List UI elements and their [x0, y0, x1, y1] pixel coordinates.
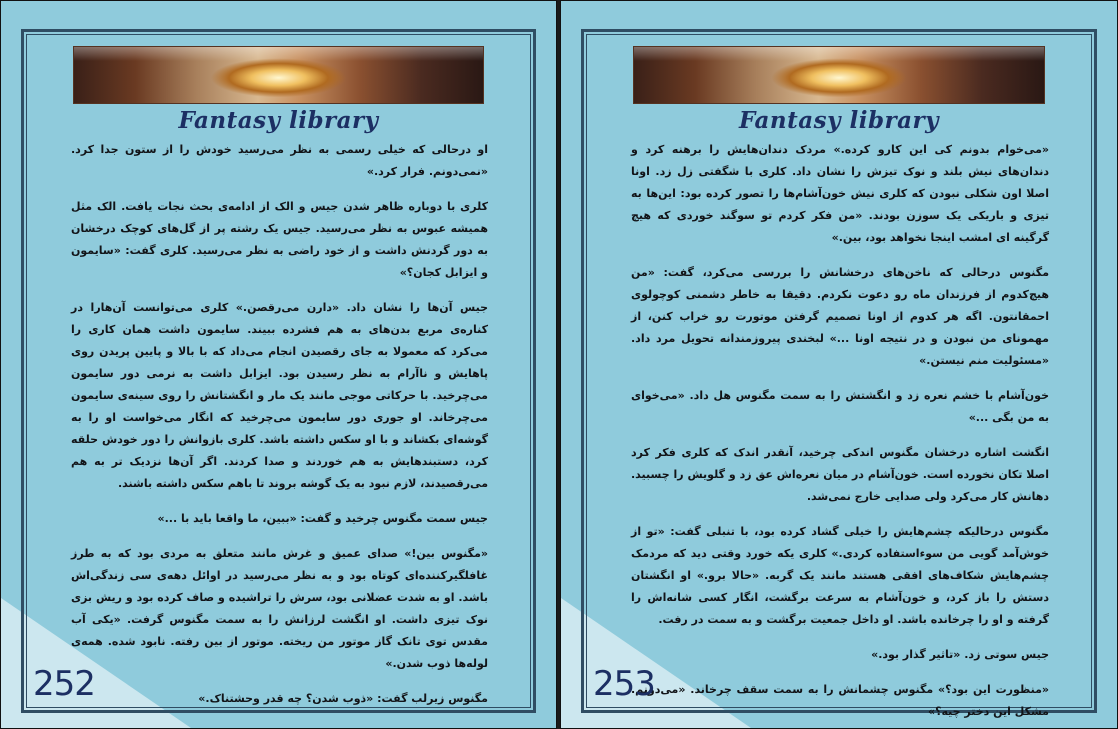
page-text — [631, 139, 1049, 729]
page-number: 253 — [593, 664, 655, 704]
page-text — [71, 139, 488, 723]
paragraph: «منظورت این بود؟» مگنوس چشمانش را به سمت سقف چرخاند. «می‌دونم. مشکل این دختر چیه؟» — [631, 683, 1049, 718]
paragraph: مگنوس درحالی که ناخن‌های درخشانش را بررسی می‌کرد، گفت: «من هیچ‌کدوم از فرزندان ماه رو دعوت نکردم. دقیقا به خاطر دشمنی کوچولوی احمقانتون. اگه هر کدوم از اونا تصمیم گرفتن موتورت رو خراب کنن، از مهمونای من نبودن و در نتیجه اونا ...» لبخندی پیروزمندانه تحویل مرد داد. «مسئولیت منم نیستن.» — [631, 266, 1049, 367]
paragraph: انگشت اشاره درخشان مگنوس اندکی چرخید، آنقدر اندک که کلری فکر کرد اصلا تکان نخورده است. خون‌آشام در میان نعره‌اش عق زد و گلویش را چسبید. دهانش کار می‌کرد ولی صدایی خارج نمی‌شد. — [631, 446, 1049, 503]
paragraph: او درحالی که خیلی رسمی به نظر می‌رسید خودش را از ستون جدا کرد. «نمی‌دونم. فرار کرد.» — [71, 143, 488, 178]
paragraph: کلری با دوباره ظاهر شدن جیس و الک از ادامه‌ی بحث نجات یافت. الک مثل همیشه عبوس به نظر می‌رسید. جیس یک رشته پر از گل‌های کوچک درخشان به دور گردنش داشت و از خود راضی به نظر می‌رسید. کلری گفت: «سایمون و ایزابل کجان؟» — [71, 200, 488, 279]
header-banner-image — [633, 46, 1045, 104]
paragraph: جیس سمت مگنوس چرخید و گفت: «ببین، ما واقعا باید با ...» — [157, 512, 488, 525]
paragraph: «می‌خوام بدونم کی این کارو کرده.» مردک دندان‌هایش را برهنه کرد و دندان‌های نیش بلند و نوک تیزش را نشان داد. کلری با شگفتی زل زد. اونا اصلا اون شکلی نبودن که کلری نیش خون‌آشام‌ها را تصور کرده بود: این‌ها به تیزی و باریکی یک سوزن بودند. «من فکر کردم تو سوگند خوردی که هیچ گرگینه ای امشب اینجا نخواهد بود، بین.» — [631, 143, 1049, 244]
header-banner-image — [73, 46, 484, 104]
paragraph: مگنوس درحالیکه چشم‌هایش را خیلی گشاد کرده بود، با تنبلی گفت: «تو از خوش‌آمد گویی من سوءاستفاده کردی.» کلری یکه خورد وقتی دید که مردمک چشم‌هایش شکاف‌های افقی هستند مانند یک گربه. «حالا برو.» او انگشتان دستش را باز کرد، و خون‌آشام به سرعت برگشت، انگار کسی شانه‌اش را گرفته و او را چرخانده باشد. او داخل جمعیت برگشت و به سمت در رفت. — [631, 525, 1049, 626]
paragraph: جیس آن‌ها را نشان داد. «دارن می‌رقصن.» کلری می‌توانست آن‌هارا در کناره‌ی مربع بدن‌های به هم فشرده ببیند. سایمون داشت همان کاری را می‌کرد که معمولا به جای رقصیدن انجام می‌داد که با بالا و پایین پریدن روی پاهایش و ناآرام به نظر رسیدن بود. ایزابل داشت به نرمی دور سایمون می‌چرخید. با حرکاتی موجی مانند یک مار و انگشتانش را روی سینه‌ی سایمون می‌چرخاند. او جوری دور سایمون می‌چرخید که انگار می‌خواست او را به گوشه‌ای بکشاند و با او سکس داشته باشد. کلری بازوانش را دور خودش حلقه کرد، دستبندهایش به هم خوردند و صدا کردند. اگر آن‌ها نزدیک تر به هم می‌رقصیدند، لازم نبود به یک گوشه بروند تا باهم سکس داشته باشند. — [71, 301, 488, 490]
left-page — [0, 0, 557, 729]
paragraph: خون‌آشام با خشم نعره زد و انگشتش را به سمت مگنوس هل داد. «می‌خوای به من بگی ...» — [631, 389, 1049, 424]
paragraph: مگنوس زیرلب گفت: «ذوب شدن؟ چه قدر وحشتناک.» — [198, 692, 488, 705]
paragraph: جیس سوتی زد. «تاثیر گذار بود.» — [871, 648, 1049, 661]
paragraph: «مگنوس بین!» صدای عمیق و غرش مانند متعلق به مردی بود که به طرز غافلگیرکننده‌ای کوتاه بود و به نظر می‌رسید در اوائل دهه‌ی سی زندگی‌اش باشد. او به شدت عضلانی بود، سرش را تراشیده و صاف کرده بود و ریش بزی نوک تیزی داشت. او انگشت لرزانش را به سمت مگنوس گرفت. «یکی آب مقدس توی تانک گاز موتور من ریخته. موتور از بین رفته. نابود شده. همه‌ی لوله‌ها ذوب شدن.» — [71, 547, 488, 670]
right-page — [560, 0, 1118, 729]
fantasy-library-logo: Fantasy library — [178, 107, 379, 134]
fantasy-library-logo: Fantasy library — [738, 107, 940, 134]
page-number: 252 — [33, 664, 95, 704]
